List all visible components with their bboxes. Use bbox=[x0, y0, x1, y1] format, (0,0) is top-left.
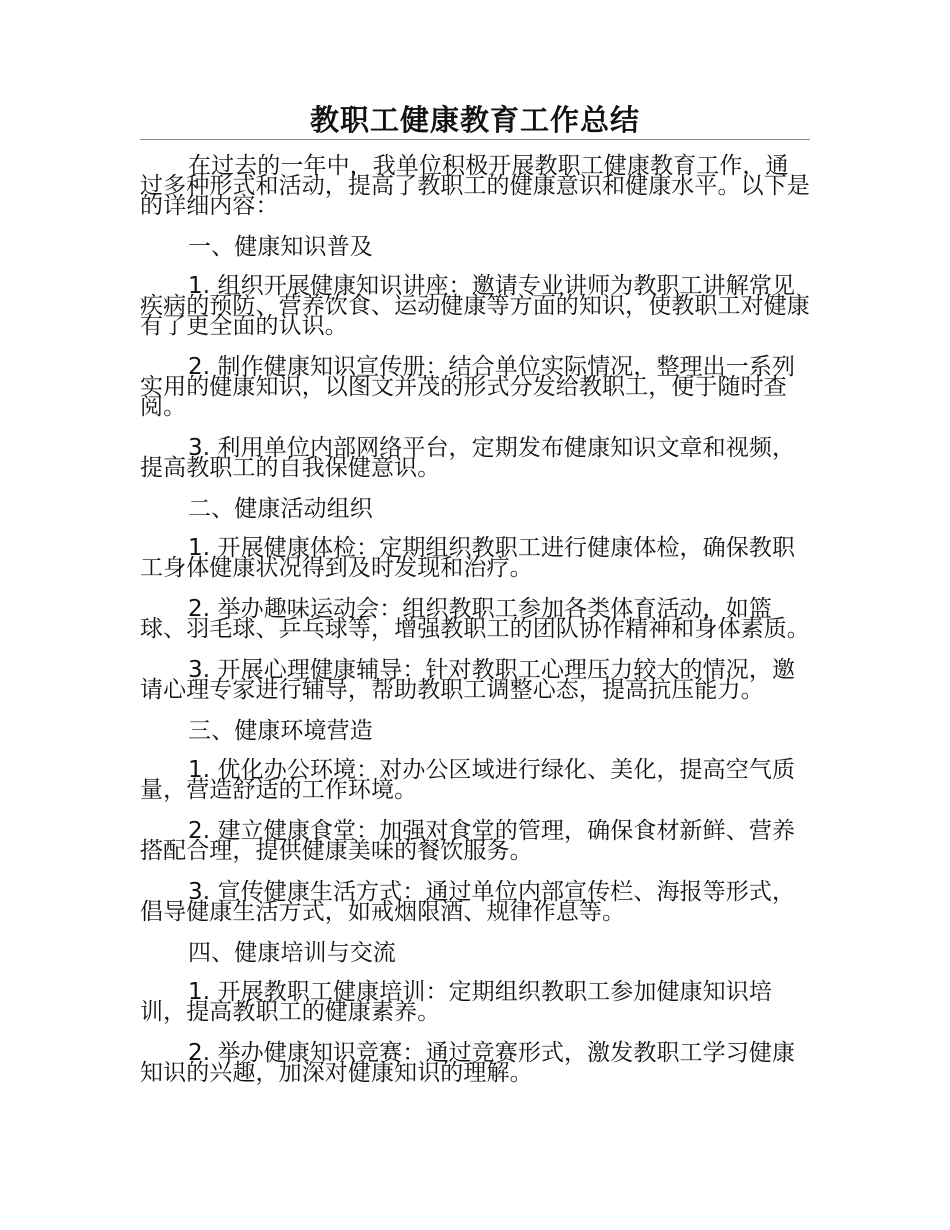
paragraph-activities-3: 3. 开展心理健康辅导：针对教职工心理压力较大的情况，邀请心理专家进行辅导，帮助教职工调整心态，提高抗压能力。 bbox=[140, 657, 796, 703]
paragraph-activities-1: 1. 开展健康体检：定期组织教职工进行健康体检，确保教职工身体健康状况得到及时发现和治疗。 bbox=[140, 535, 796, 581]
paragraph-knowledge-2: 2. 制作健康知识宣传册：结合单位实际情况，整理出一系列实用的健康知识，以图文并茂的形式分发给教职工，便于随时查阅。 bbox=[140, 354, 796, 420]
paragraph-environment-3: 3. 宣传健康生活方式：通过单位内部宣传栏、海报等形式，倡导健康生活方式，如戒烟限酒、规律作息等。 bbox=[140, 879, 796, 925]
paragraph-training-1: 1. 开展教职工健康培训：定期组织教职工参加健康知识培训，提高教职工的健康素养。 bbox=[140, 979, 772, 1025]
paragraph-environment-1: 1. 优化办公环境：对办公区域进行绿化、美化，提高空气质量，营造舒适的工作环境。 bbox=[140, 757, 796, 803]
document-title: 教职工健康教育工作总结 bbox=[309, 103, 640, 137]
paragraph-activities-2: 2. 举办趣味运动会：组织教职工参加各类体育活动，如篮球、羽毛球、乒乓球等，增强教职工的团队协作精神和身体素质。 bbox=[140, 596, 810, 642]
section-heading-training: 四、健康培训与交流 bbox=[188, 940, 396, 966]
title-underline bbox=[140, 139, 810, 140]
paragraph-training-2: 2. 举办健康知识竞赛：通过竞赛形式，激发教职工学习健康知识的兴趣，加深对健康知识的理解。 bbox=[140, 1040, 796, 1086]
paragraph-knowledge-3: 3. 利用单位内部网络平台，定期发布健康知识文章和视频，提高教职工的自我保健意识。 bbox=[140, 435, 796, 481]
paragraph-environment-2: 2. 建立健康食堂：加强对食堂的管理，确保食材新鲜、营养搭配合理，提供健康美味的餐饮服务。 bbox=[140, 818, 796, 864]
section-heading-environment: 三、健康环境营造 bbox=[188, 718, 373, 744]
section-heading-knowledge: 一、健康知识普及 bbox=[188, 234, 373, 260]
intro-paragraph: 在过去的一年中，我单位积极开展教职工健康教育工作，通过多种形式和活动，提高了教职工的健康意识和健康水平。以下是的详细内容： bbox=[140, 153, 810, 219]
section-heading-activities: 二、健康活动组织 bbox=[188, 496, 373, 522]
document-body bbox=[140, 153, 810, 1104]
paragraph-knowledge-1: 1. 组织开展健康知识讲座：邀请专业讲师为教职工讲解常见疾病的预防、营养饮食、运动健康等方面的知识，使教职工对健康有了更全面的认识。 bbox=[140, 273, 810, 339]
